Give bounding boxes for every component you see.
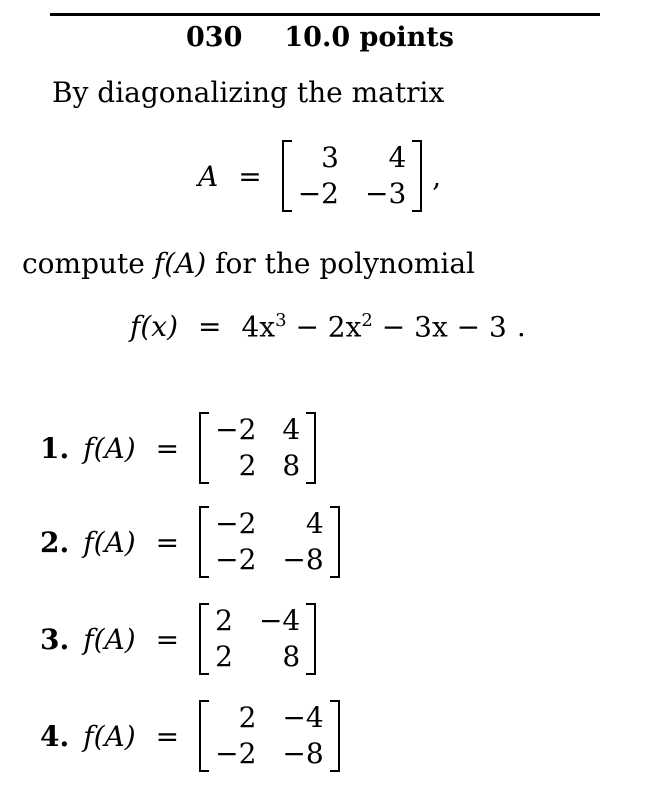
right-bracket — [330, 700, 340, 772]
choice-matrix — [199, 412, 316, 484]
poly-period: . — [516, 310, 526, 344]
matrix-cell: −4 — [282, 701, 324, 734]
choice-number: 3. — [40, 622, 70, 656]
matrix-cell: 4 — [282, 413, 301, 446]
polynomial-equation — [130, 310, 526, 343]
equals-sign: = — [155, 622, 180, 656]
right-bracket — [412, 140, 422, 212]
matrix-cell: 4 — [388, 141, 407, 174]
poly-exp: 3 — [275, 310, 287, 331]
choice-label: f(A) — [83, 719, 136, 753]
choice-3[interactable] — [40, 603, 316, 675]
equals-sign: = — [155, 719, 180, 753]
question-number: 030 — [186, 22, 243, 53]
poly-exp: 2 — [361, 310, 373, 331]
matrix-cell: −8 — [282, 543, 324, 576]
matrix-cell: 8 — [282, 449, 301, 482]
polynomial-rhs — [241, 310, 525, 343]
choice-number: 4. — [40, 719, 70, 753]
choice-label: f(A) — [83, 431, 136, 465]
left-bracket — [199, 412, 209, 484]
equals-sign: = — [238, 159, 262, 193]
matrix-cell: −2 — [215, 737, 257, 770]
choice-1[interactable] — [40, 412, 316, 484]
matrix-a — [282, 140, 423, 212]
choice-matrix — [199, 700, 340, 772]
left-bracket — [199, 603, 209, 675]
matrix-a-comma: , — [432, 159, 442, 193]
matrix-cell: −3 — [364, 177, 407, 210]
compute-fa: f(A) — [153, 247, 207, 280]
compute-post: for the polynomial — [206, 247, 475, 280]
matrix-cell: −8 — [282, 737, 324, 770]
poly-term: − 2x — [286, 310, 362, 344]
polynomial-lhs: f(x) — [130, 310, 179, 344]
top-rule — [50, 13, 600, 16]
matrix-cell: 8 — [282, 640, 301, 673]
choice-4[interactable] — [40, 700, 340, 772]
question-points: 10.0 points — [284, 22, 454, 53]
matrix-a-label: A — [198, 159, 219, 193]
matrix-cell: 2 — [215, 604, 233, 637]
question-header — [186, 22, 454, 53]
choice-label: f(A) — [83, 622, 136, 656]
left-bracket — [282, 140, 292, 212]
choice-matrix — [199, 506, 340, 578]
left-bracket — [199, 700, 209, 772]
matrix-cell: −2 — [215, 413, 257, 446]
choice-number: 1. — [40, 431, 70, 465]
poly-term: 4x — [241, 310, 276, 344]
matrix-cell: −4 — [258, 604, 301, 637]
equals-sign: = — [198, 310, 222, 344]
choice-matrix — [199, 603, 316, 675]
equals-sign: = — [155, 431, 180, 465]
equals-sign: = — [155, 525, 180, 559]
matrix-a-equation — [198, 140, 441, 212]
choice-label: f(A) — [83, 525, 136, 559]
matrix-cell: 2 — [238, 701, 257, 734]
choice-2[interactable] — [40, 506, 340, 578]
right-bracket — [306, 603, 316, 675]
matrix-cell: 3 — [321, 141, 339, 174]
matrix-cell: −2 — [297, 177, 339, 210]
matrix-cell: 2 — [238, 449, 257, 482]
left-bracket — [199, 506, 209, 578]
compute-pre: compute — [22, 247, 154, 280]
right-bracket — [306, 412, 316, 484]
matrix-cell: −2 — [215, 543, 257, 576]
choice-number: 2. — [40, 525, 70, 559]
poly-term: − 3x − 3 — [372, 310, 507, 344]
intro-text: By diagonalizing the matrix — [52, 76, 445, 109]
matrix-cell: 4 — [305, 507, 324, 540]
matrix-cell: −2 — [215, 507, 257, 540]
compute-text — [22, 247, 475, 280]
right-bracket — [330, 506, 340, 578]
matrix-cell: 2 — [215, 640, 233, 673]
